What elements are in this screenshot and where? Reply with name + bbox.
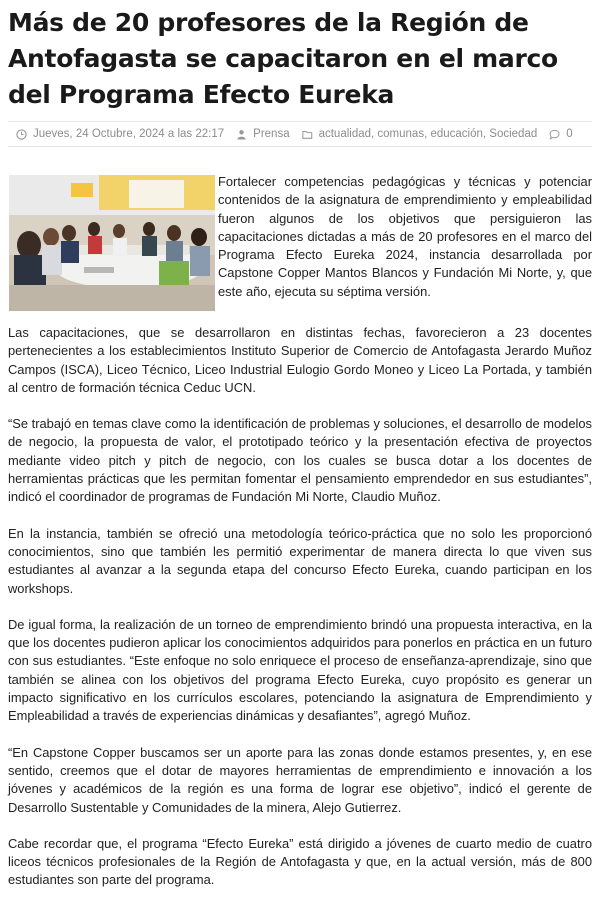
article-meta xyxy=(8,121,592,147)
article-body xyxy=(8,173,592,890)
post-date: Jueves, 24 Octubre, 2024 a las 22:17 xyxy=(33,128,225,140)
comment-icon xyxy=(549,129,560,140)
user-icon xyxy=(236,129,247,140)
article-photo[interactable] xyxy=(9,175,215,311)
paragraph: Las capacitaciones, que se desarrollaron en distintas fechas, favorecieron a 23 docentes pertenecientes a los establecimientos Instituto Superior de Comercio de Antofagasta Jerardo Muñoz Campos (ISCA), Liceo Técnico, Liceo Industrial Eulogio Gordo Moneo y Liceo La Portada, y también al centro de formación técnica Ceduc UCN. xyxy=(8,325,592,395)
paragraph: De igual forma, la realización de un torneo de emprendimiento brindó una propuesta interactiva, en la que los docentes pudieron aplicar los conocimientos adquiridos para ponerlos en práctica en un futuro con sus estudiantes. “Este enfoque no solo enriquece el proceso de enseñanza-aprendizaje, sino que también se alinea con los objetivos del programa Efecto Eureka, cuyo propósito es generar un impacto significativo en los currículos escolares, potenciando la asignatura de Emprendimiento y Empleabilidad a través de experiencias dinámicas y desafiantes”, agregó Muñoz. xyxy=(8,616,592,724)
paragraph: En la instancia, también se ofreció una metodología teórico-práctica que no solo les proporcionó conocimientos, sino que también les permitió experimentar de manera directa lo que viven sus estudiantes al avanzar a la segunda etapa del concurso Efecto Eureka, cuando participan en los workshops. xyxy=(8,525,592,596)
paragraph: Fortalecer competencias pedagógicas y técnicas y potenciar contenidos de la asignatura de emprendimiento y empleabilidad fueron algunos de los objetivos que persiguieron las capacitaciones dictadas a más de 20 profesores en el marco del Programa Efecto Eureka 2024, instancia desarrollada por Capstone Copper Mantos Blancos y Fundación Mi Norte, y, que este año, ejecuta su séptima versión. xyxy=(218,174,592,299)
paragraph: “Se trabajó en temas clave como la identificación de problemas y soluciones, el desarrollo de modelos de negocio, la propuesta de valor, el prototipado teórico y la presentación efectiva de proyectos mediante video pitch y pitch de negocio, con los cuales se busca dotar a los docentes de herramientas prácticas que les permitan fomentar el pensamiento emprendedor en sus estudiantes”, indicó el coordinador de programas de Fundación Mi Norte, Claudio Muñoz. xyxy=(8,416,592,505)
lead-section xyxy=(8,173,592,311)
paragraph: “En Capstone Copper buscamos ser un aporte para las zonas donde estamos presentes, y, en ese sentido, creemos que el dotar de mayores herramientas de emprendimiento e innovación a los jóvenes y académicos de la región es una forma de lograr ese objetivo”, indicó el gerente de Desarrollo Sustentable y Comunidades de la minera, Alejo Gutierrez. xyxy=(8,744,592,815)
comment-count[interactable]: 0 xyxy=(566,128,573,140)
category-links[interactable]: actualidad, comunas, educación, Sociedad xyxy=(318,128,538,140)
clock-icon xyxy=(16,129,27,140)
article-title: Más de 20 profesores de la Región de Antofagasta se capacitaron en el marco del Programa Efecto Eureka xyxy=(8,8,558,109)
author-link[interactable]: Prensa xyxy=(253,128,290,140)
folder-icon xyxy=(302,129,313,140)
paragraph: Cabe recordar que, el programa “Efecto Eureka” está dirigido a jóvenes de cuarto medio de cuatro liceos técnicos profesionales de la Región de Antofagasta y que, en la actual versión, más de 800 estudiantes son parte del programa. xyxy=(8,835,592,888)
